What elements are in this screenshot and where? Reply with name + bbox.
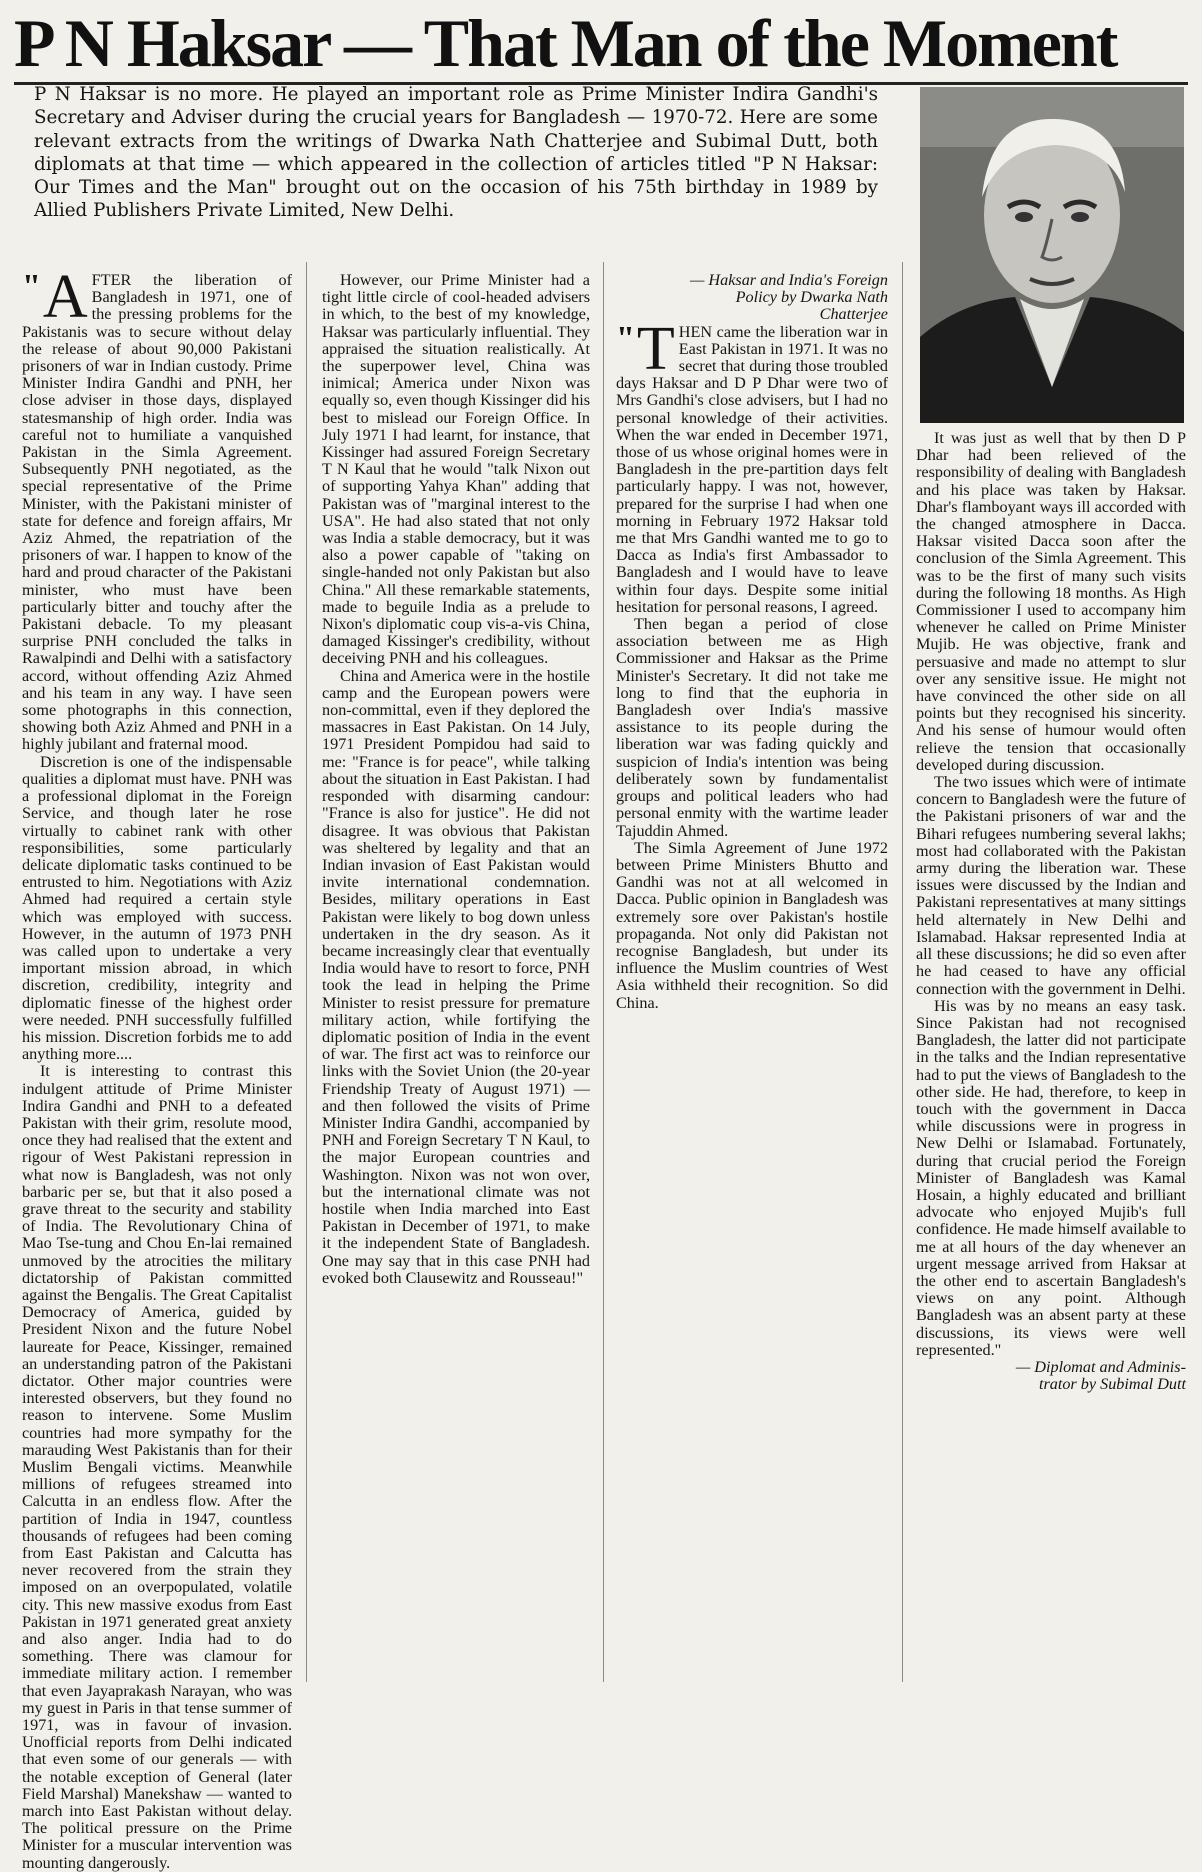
article2-paragraph-3: The Simla Agreement of June 1972 between Prime Ministers Bhutto and Gandhi was not at all welcomed in Dacca. Public opinion in Bangladesh was extremely sore over Pakistan's hostile propaganda. Not only did Pakistan not recognise Bangladesh, but under its influence the Muslim countries of West Asia withheld their recognition. So did China.	[616, 838, 888, 1012]
article1-credit-line-2: Policy by Dwarka Nath	[735, 288, 888, 307]
article1-paragraph-4: However, our Prime Minister had a tight little circle of cool-headed advisers in which, to the best of my knowledge, Haksar was particularly influential. They appraised the situation realistically. At the superpower level, China was inimical; America under Nixon was equally so, even though Kissinger did his best to mislead our Foreign Office. In July 1971 I had learnt, for instance, that Kissinger had assured Foreign Secretary T N Kaul that he would "talk Nixon out of supporting Yahya Khan" adding that Pakistan was of "marginal interest to the USA". He had also stated that not only was India a stable democracy, but it was also a power capable of "taking on single-handed not only Pakistan but also China." All these remarkable statements, made to beguile India as a prelude to Nixon's diplomatic coup vis-a-vis China, damaged Kissinger's credibility, without deceiving PNH and his colleagues.	[322, 271, 590, 668]
article2-paragraph-4: It was just as well that by then D P Dhar had been relieved of the responsibility of dealing with Bangladesh and his place was taken by Haksar. Dhar's flamboyant ways ill accorded with the changed atmosphere in Dacca. Haksar visited Dacca soon after the conclusion of the Simla Agreement. This was to be the first of many such visits during the following 18 months. As High Commissioner I used to accompany him whenever he called on Prime Minister Mujib. He was objective, frank and persuasive and made no attempt to slur over any sensitive issue. He might not have convinced the other side on all points but they recognised his sincerity. And his sense of humour would often relieve the tension that occasionally developed during discussion.	[916, 429, 1186, 774]
headline: P N Haksar — That Man of the Moment	[14, 5, 1117, 81]
article1-paragraph-2: Discretion is one of the indispensable qualities a diplomat must have. PNH was a professional diplomat in the Foreign Service, and though later he rose virtually to cabinet rank with other responsibilities, some particularly delicate diplomatic tasks continued to be entrusted to him. Negotiations with Aziz Ahmed had required a certain style which was employed with success. However, in the autumn of 1973 PNH was called upon to undertake a very important mission abroad, in which discretion, credibility, integrity and diplomatic finesse of the highest order were needed. PNH successfully fulfilled his mission. Discretion forbids me to add anything more....	[22, 752, 292, 1064]
article2-paragraph-5: The two issues which were of intimate concern to Bangladesh were the future of the Pakistani prisoners of war and the Bihari refugees numbering several lakhs; most had collaborated with the Pakistan army during the liberation war. These issues were discussed by the Indian and Pakistani representatives at many sittings held alternately in New Delhi and Islamabad. Haksar represented India at all these discussions; he did so even after he had ceased to have any official connection with the government in Delhi.	[916, 773, 1186, 998]
article1-paragraph-5: China and America were in the hostile camp and the European powers were non-committal, even if they deplored the massacres in East Pakistan. On 14 July, 1971 President Pompidou had said to me: "France is for peace", while talking about the situation in East Pakistan. I had responded with disarming candour: "France is also for justice". He did not disagree. It was obvious that Pakistan was sheltered by legality and that an Indian invasion of East Pakistan would invite international condemnation. Besides, military operations in East Pakistan were likely to bog down unless undertaken in the dry season. As it became increasingly clear that eventually India would have to resort to force, PNH took the lead in helping the Prime Minister to resist pressure for premature military action, while fortifying the diplomatic position of India in the event of war. The first act was to reinforce our links with the Soviet Union (the 20-year Friendship Treaty of August 1971) — and then followed the visits of Prime Minister Indira Gandhi, accompanied by PNH and Foreign Secretary T N Kaul, to the major European countries and Washington. Nixon was not won over, but the international climate was not hostile when India marched into East Pakistan in December of 1971, to make it the independent State of Bangladesh. One may say that in this case PNH had evoked both Clausewitz and Rousseau!"	[322, 666, 590, 1287]
article1-credit-line-3: Chatterjee	[819, 305, 888, 324]
drop-cap: A	[42, 263, 88, 331]
column-divider	[603, 262, 604, 1682]
article2-paragraph-6: His was by no means an easy task. Since Pakistan had not recognised Bangladesh, the latter did not participate in the talks and the Indian representative had to put the views of Bangladesh to the other side. He had, therefore, to keep in touch with the government in Dacca while discussions were in progress in New Delhi or Islamabad. Fortunately, during that crucial period the Foreign Minister of Bangladesh was Kamal Hosain, a highly educated and brilliant advocate who enjoyed Mujib's full confidence. He made himself available to me at all hours of the day whenever an urgent message arrived from Haksar at the other end to ascertain Bangladesh's views on any point. Although Bangladesh was an absent party at these discussions, its views were well represented."	[916, 996, 1186, 1359]
opening-quote: "	[616, 319, 635, 357]
opening-quote: "	[22, 268, 41, 305]
column-4	[916, 430, 1186, 1693]
column-divider	[306, 262, 307, 1682]
portrait-illustration	[920, 87, 1184, 423]
intro-paragraph: P N Haksar is no more. He played an important role as Prime Minister Indira Gandhi's Secretary and Adviser during the crucial years for Bangladesh — 1970-72. Here are some relevant extracts from the writings of Dwarka Nath Chatterjee and Subimal Dutt, both diplomats at that time — which appeared in the collection of articles titled "P N Haksar: Our Times and the Man" brought out on the occasion of his 75th birthday in 1989 by Allied Publishers Private Limited, New Delhi.	[34, 84, 878, 222]
article2-paragraph-2: Then began a period of close association between me as High Commissioner and Haksar as the Prime Minister's Secretary. It did not take me long to find that the euphoria in Bangladesh over India's massive assistance to its people during the liberation war was fading quickly and suspicion of India's intention was being deliberately sown by fundamentalist groups and political leaders who had personal enmity with the wartime leader Tajuddin Ahmed.	[616, 615, 888, 840]
column-1	[22, 263, 292, 1872]
article2-paragraph-1: " T HEN came the liberation war in East Pakistan in 1971. It was no secret that during those troubled days Haksar and D P Dhar were two of Mrs Gandhi's close advisers, but I had no personal knowledge of their activities. When the war ended in December 1971, those of us whose original homes were in Bangladesh in the pre-partition days felt particularly happy. I was not, however, prepared for the surprise I had when one morning in February 1972 Haksar told me that Mrs Gandhi wanted me to go to Dacca as India's first Ambassador to Bangladesh and I would have to leave within four days. Despite some initial hesitation for personal reasons, I agreed.	[616, 314, 888, 616]
article1-paragraph-3: It is interesting to contrast this indulgent attitude of Prime Minister Indira Gandhi and PNH to a defeated Pakistan with their grim, resolute mood, once they had realised that the extent and rigour of West Pakistani repression in what now is Bangladesh, was not only barbaric per se, but that it also posed a grave threat to the security and stability of India. The Revolutionary China of Mao Tse-tung and Chou En-lai remained unmoved by the atrocities the military dictatorship of Pakistan committed against the Bengalis. The Great Capitalist Democracy of America, guided by President Nixon and the future Nobel laureate for Peace, Kissinger, remained an understanding patron of the Pakistani dictator. Other major countries were interested observers, but they found no reason to intervene. Some Muslim countries had more sympathy for the marauding West Pakistanis than for their Muslim Bengali victims. Meanwhile millions of refugees streamed into Calcutta in an endless flow. After the partition of India in 1947, countless thousands of refugees had been coming from East Pakistan and Calcutta has never recovered from the strain they imposed on an overpopulated, volatile city. This new massive exodus from East Pakistan in 1971 generated great anxiety and also anger. India had to do something. There was clamour for immediate military action. I remember that even Jayaprakash Narayan, who was my guest in Paris in that tense summer of 1971, was in favour of invasion. Unofficial reports from Delhi indicated that even some of our generals — with the notable exception of General (later Field Marshal) Manekshaw — wanted to march into East Pakistan without delay. The political pressure on the Prime Minister for a muscular intervention was mounting dangerously.	[22, 1062, 292, 1872]
column-divider	[902, 262, 903, 1682]
drop-cap: T	[636, 314, 675, 383]
article1-paragraph-1: " A FTER the liberation of Bangladesh in 1971, one of the pressing problems for the Pakistanis was to secure without delay the release of about 90,000 Pakistani prisoners of war in Indian custody. Prime Minister Indira Gandhi and PNH, her close adviser in those days, displayed statesmanship of high order. India was careful not to humiliate a vanquished Pakistan in the Simla Agreement. Subsequently PNH negotiated, as the special representative of the Prime Minister, with the Pakistani minister of state for defence and foreign affairs, Mr Aziz Ahmed, the repatriation of the prisoners of war. I happen to know of the hard and proud character of the Pakistani minister, who must have been particularly bitter and touchy after the Pakistani debacle. To my pleasant surprise PNH concluded the talks in Rawalpindi and Delhi with a satisfactory accord, without offending Aziz Ahmed and his team in any way. I have seen some photographs in this connection, showing both Aziz Ahmed and PNH in a highly jubilant and fraternal mood.	[22, 263, 292, 754]
article2-credit-line-2: trator by Subimal Dutt	[1038, 1375, 1186, 1394]
column-2	[322, 272, 590, 1693]
article2-credit-line-1: — Diplomat and Adminis-	[1015, 1357, 1186, 1376]
portrait-photo	[920, 87, 1184, 423]
column-3	[616, 272, 888, 1693]
article1-credit-line-1: — Haksar and India's Foreign	[689, 271, 888, 289]
